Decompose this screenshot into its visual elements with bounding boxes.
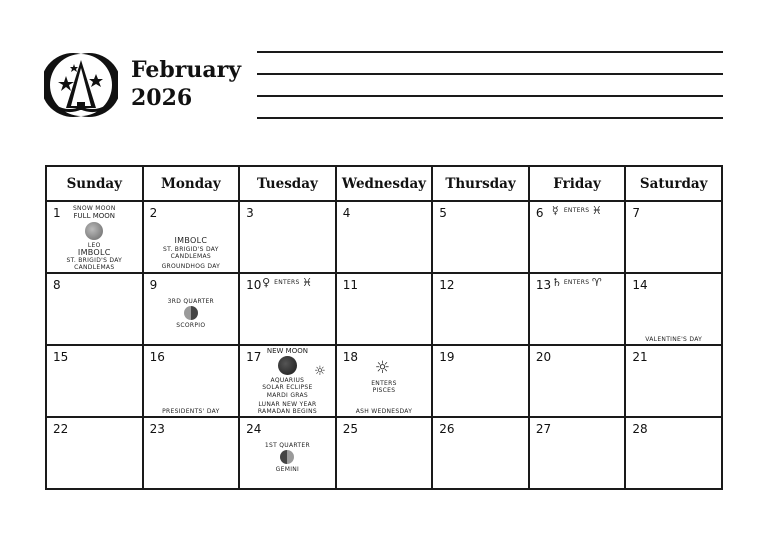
day-cell-20[interactable] [529,345,626,417]
weekday-tuesday: Tuesday [239,166,336,201]
sun-icon: ☼ [374,358,390,378]
month-name: February [131,57,242,83]
day-number: 21 [632,350,648,364]
event-aquarius: AQUARIUS [270,377,305,384]
event-1st-quarter: 1ST QUARTER [264,442,310,449]
day-number: 5 [439,206,447,220]
day-cell-10[interactable] [239,273,336,345]
day-cell-12[interactable] [432,273,529,345]
day-number: 3 [246,206,254,220]
year-number: 2026 [131,85,193,111]
pisces-icon: ♓ [302,276,312,289]
event-scorpio: SCORPIO [176,322,206,329]
day-number: 15 [53,350,69,364]
event-valentines-day: VALENTINE'S DAY [645,336,703,343]
month-year-title [131,56,241,112]
event-snow-moon: SNOW MOON [72,205,116,212]
day-number: 26 [439,422,455,436]
day-cell-26[interactable] [432,417,529,489]
event-groundhog-day: GROUNDHOG DAY [161,263,221,270]
note-line [257,51,723,53]
event-lunar-new-year: LUNAR NEW YEAR [258,401,317,408]
day-cell-24[interactable] [239,417,336,489]
day-number: 6 [535,206,544,220]
week-row [46,273,722,345]
day-cell-11[interactable] [336,273,433,345]
day-number: 18 [342,350,358,364]
first-quarter-moon-icon [280,450,294,464]
day-cell-7[interactable] [625,201,722,273]
new-moon-icon [278,356,297,375]
day-cell-14[interactable] [625,273,722,345]
day-number: 8 [53,278,61,292]
solar-eclipse-icon: ☼ [314,364,326,379]
day-number: 12 [439,278,455,292]
saturn-icon: ♄ [551,276,562,289]
event-3rd-quarter: 3RD QUARTER [167,298,215,305]
day-cell-16[interactable] [143,345,240,417]
event-imbolc: IMBOLC [174,236,208,245]
weekday-sunday: Sunday [46,166,143,201]
day-number: 23 [149,422,165,436]
day-number: 9 [149,278,158,292]
event-presidents-day: PRESIDENTS' DAY [162,408,220,415]
week-row [46,345,722,417]
weekday-friday: Friday [529,166,626,201]
event-solar-eclipse: SOLAR ECLIPSE [262,384,313,391]
day-cell-25[interactable] [336,417,433,489]
event-full-moon: FULL MOON [73,212,116,220]
weekday-header-row [46,166,722,201]
day-cell-18[interactable] [336,345,433,417]
day-cell-5[interactable] [432,201,529,273]
day-cell-9[interactable] [143,273,240,345]
event-enters: ENTERS [563,207,590,214]
day-number: 2 [149,206,158,220]
week-row [46,201,722,273]
weekday-thursday: Thursday [432,166,529,201]
event-gemini: GEMINI [275,466,300,473]
weekday-wednesday: Wednesday [336,166,433,201]
event-st-brigids-day: ST. BRIGID'S DAY [66,257,123,264]
weekday-monday: Monday [143,166,240,201]
day-cell-1[interactable] [46,201,143,273]
full-moon-icon [85,222,103,240]
day-number: 11 [342,278,358,292]
day-number: 20 [535,350,552,364]
event-ramadan-begins: RAMADAN BEGINS [257,408,317,415]
day-cell-22[interactable] [46,417,143,489]
day-number: 25 [342,422,358,436]
day-number: 7 [632,206,641,220]
event-candlemas: CANDLEMAS [170,253,211,260]
day-number: 28 [632,422,648,436]
day-number: 17 [246,350,262,364]
event-imbolc: IMBOLC [77,248,111,257]
moon-star-logo-icon [44,50,118,118]
event-pisces: PISCES [372,387,396,394]
calendar-grid [45,165,723,490]
day-number: 24 [246,422,262,436]
day-number: 1 [53,206,61,220]
weekday-saturday: Saturday [625,166,722,201]
mercury-icon: ☿ [551,204,559,217]
event-new-moon: NEW MOON [266,347,308,355]
note-line [257,95,723,97]
day-cell-8[interactable] [46,273,143,345]
day-cell-27[interactable] [529,417,626,489]
event-st-brigids-day: ST. BRIGID'S DAY [163,246,219,253]
pisces-icon: ♓ [591,204,602,217]
day-cell-23[interactable] [143,417,240,489]
aries-icon: ♈ [591,276,602,289]
note-line [257,117,723,119]
day-number: 19 [439,350,455,364]
event-mardi-gras: MARDI GRAS [266,392,309,399]
last-quarter-moon-icon [184,306,198,320]
day-cell-21[interactable] [625,345,722,417]
day-number: 13 [535,278,552,292]
day-number: 14 [632,278,648,292]
day-cell-13[interactable] [529,273,626,345]
event-enters: ENTERS [274,279,300,286]
week-row [46,417,722,489]
venus-icon: ♀ [262,276,271,289]
day-cell-6[interactable] [529,201,626,273]
day-cell-17[interactable] [239,345,336,417]
day-cell-19[interactable] [432,345,529,417]
day-number: 22 [53,422,69,436]
day-cell-2[interactable] [143,201,240,273]
day-cell-15[interactable] [46,345,143,417]
event-leo: LEO [87,242,101,249]
day-number: 4 [342,206,351,220]
event-candlemas: CANDLEMAS [74,264,115,271]
day-cell-28[interactable] [625,417,722,489]
day-cell-4[interactable] [336,201,433,273]
day-cell-3[interactable] [239,201,336,273]
event-enters: ENTERS [563,279,590,286]
day-number: 16 [149,350,165,364]
day-number: 10 [246,278,262,292]
event-enters: ENTERS [371,380,397,387]
event-ash-wednesday: ASH WEDNESDAY [355,408,413,415]
day-number: 27 [535,422,552,436]
note-line [257,73,723,75]
